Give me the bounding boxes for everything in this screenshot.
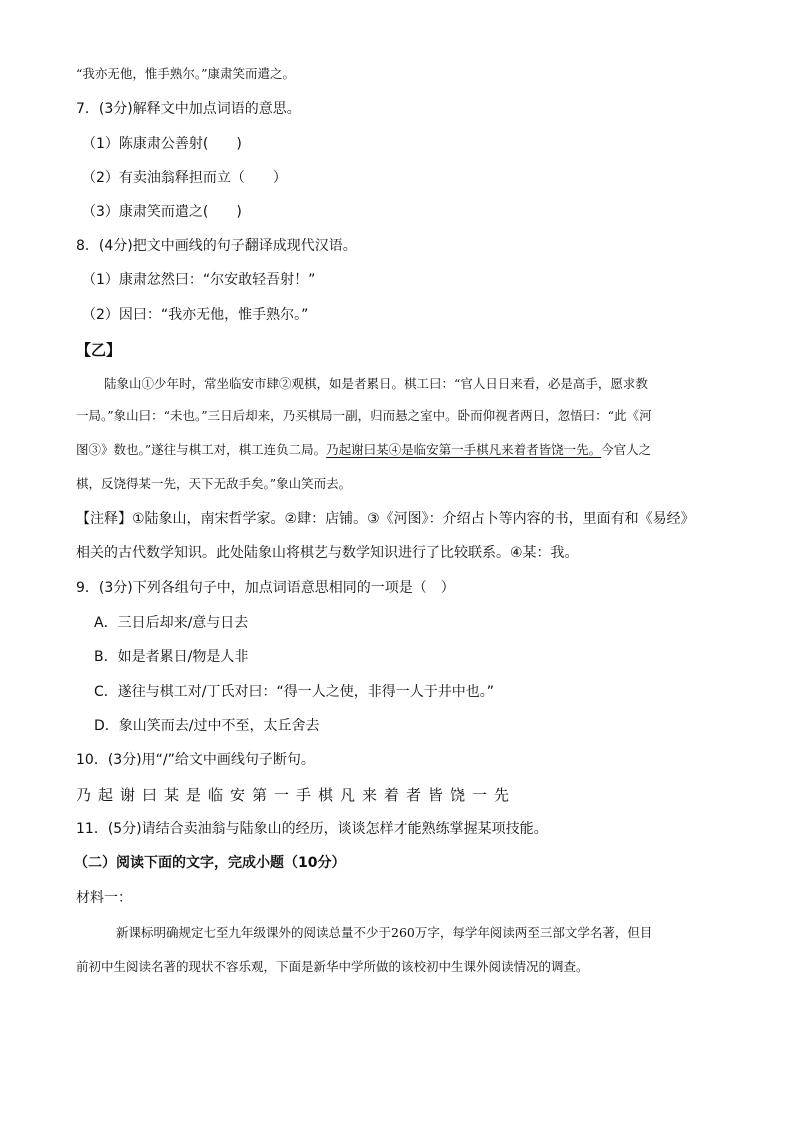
question-10-sentence: 乃起谢曰某是临安第一手棋凡来着者皆饶一先	[76, 786, 517, 804]
passage-line: 棋，反饶得某一先，天下无敌手矣。”象山笑而去。	[76, 476, 352, 491]
question-11: 11．(5分)请结合卖油翁与陆象山的经历，谈谈怎样才能熟练掌握某项技能。	[76, 821, 548, 837]
option-b: B．如是者累日/物是人非	[94, 649, 249, 665]
question-9: 9．(3分)下列各组句子中，加点词语意思相同的一项是（ ）	[76, 580, 455, 596]
passage-text: 图③》数也。”遂往与棋工对，棋工连负二局。	[76, 442, 327, 457]
question-7-item-3: （3）康肃笑而遣之( )	[82, 204, 242, 220]
question-7-item-2: （2）有卖油翁释担而立（ ）	[82, 170, 287, 186]
material-1-label: 材料一：	[76, 890, 132, 906]
question-8-item-1: （1）康肃忿然曰：“尔安敢轻吾射！”	[82, 272, 316, 288]
option-d: D．象山笑而去/过中不至，太丘舍去	[94, 718, 320, 734]
question-8-item-2: （2）因曰：“我亦无他，惟手熟尔。”	[82, 307, 309, 323]
option-c: C．遂往与棋工对/丁氏对曰：“得一人之使，非得一人于井中也。”	[94, 684, 494, 700]
material-1-line: 前初中生阅读名著的现状不容乐观，下面是新华中学所做的该校初中生课外阅读情况的调查。	[76, 959, 589, 974]
question-8: 8．(4分)把文中画线的句子翻译成现代汉语。	[76, 238, 357, 254]
section-2-heading: （二）阅读下面的文字，完成小题（10分）	[74, 855, 346, 871]
passage-line: 陆象山①少年时，常坐临安市肆②观棋，如是者累日。棋工曰：“官人日日来看，必是高手，愿求教	[104, 376, 648, 391]
passage-line	[76, 440, 651, 460]
passage-line: 一局。”象山曰：“未也。”三日后却来，乃买棋局一副，归而悬之室中。卧而仰视者两日，忽悟曰：“此《河	[76, 408, 652, 423]
passage-line: “我亦无他，惟手熟尔。”康肃笑而遣之。	[76, 66, 296, 81]
option-a: A．三日后却来/意与日去	[94, 615, 249, 631]
question-10: 10．(3分)用“/”给文中画线句子断句。	[76, 752, 315, 768]
material-1-line: 新课标明确规定七至九年级课外的阅读总量不少于260万字，每学年阅读两至三部文学名著，但目	[116, 925, 653, 940]
annotation-line: 相关的古代数学知识。此处陆象山将棋艺与数学知识进行了比较联系。④某：我。	[76, 545, 579, 561]
passage-text: 今官人之	[601, 442, 652, 457]
question-7-item-1: （1）陈康肃公善射( )	[82, 136, 242, 152]
section-yi-heading: 【乙】	[76, 341, 122, 359]
annotation-line: 【注释】①陆象山，南宋哲学家。②肆：店铺。③《河图》：介绍占卜等内容的书，里面有和《易经》	[76, 511, 695, 527]
underlined-sentence: 乃起谢曰某④是临安第一手棋凡来着者皆饶一先。	[326, 442, 602, 457]
question-7: 7．(3分)解释文中加点词语的意思。	[76, 101, 301, 117]
